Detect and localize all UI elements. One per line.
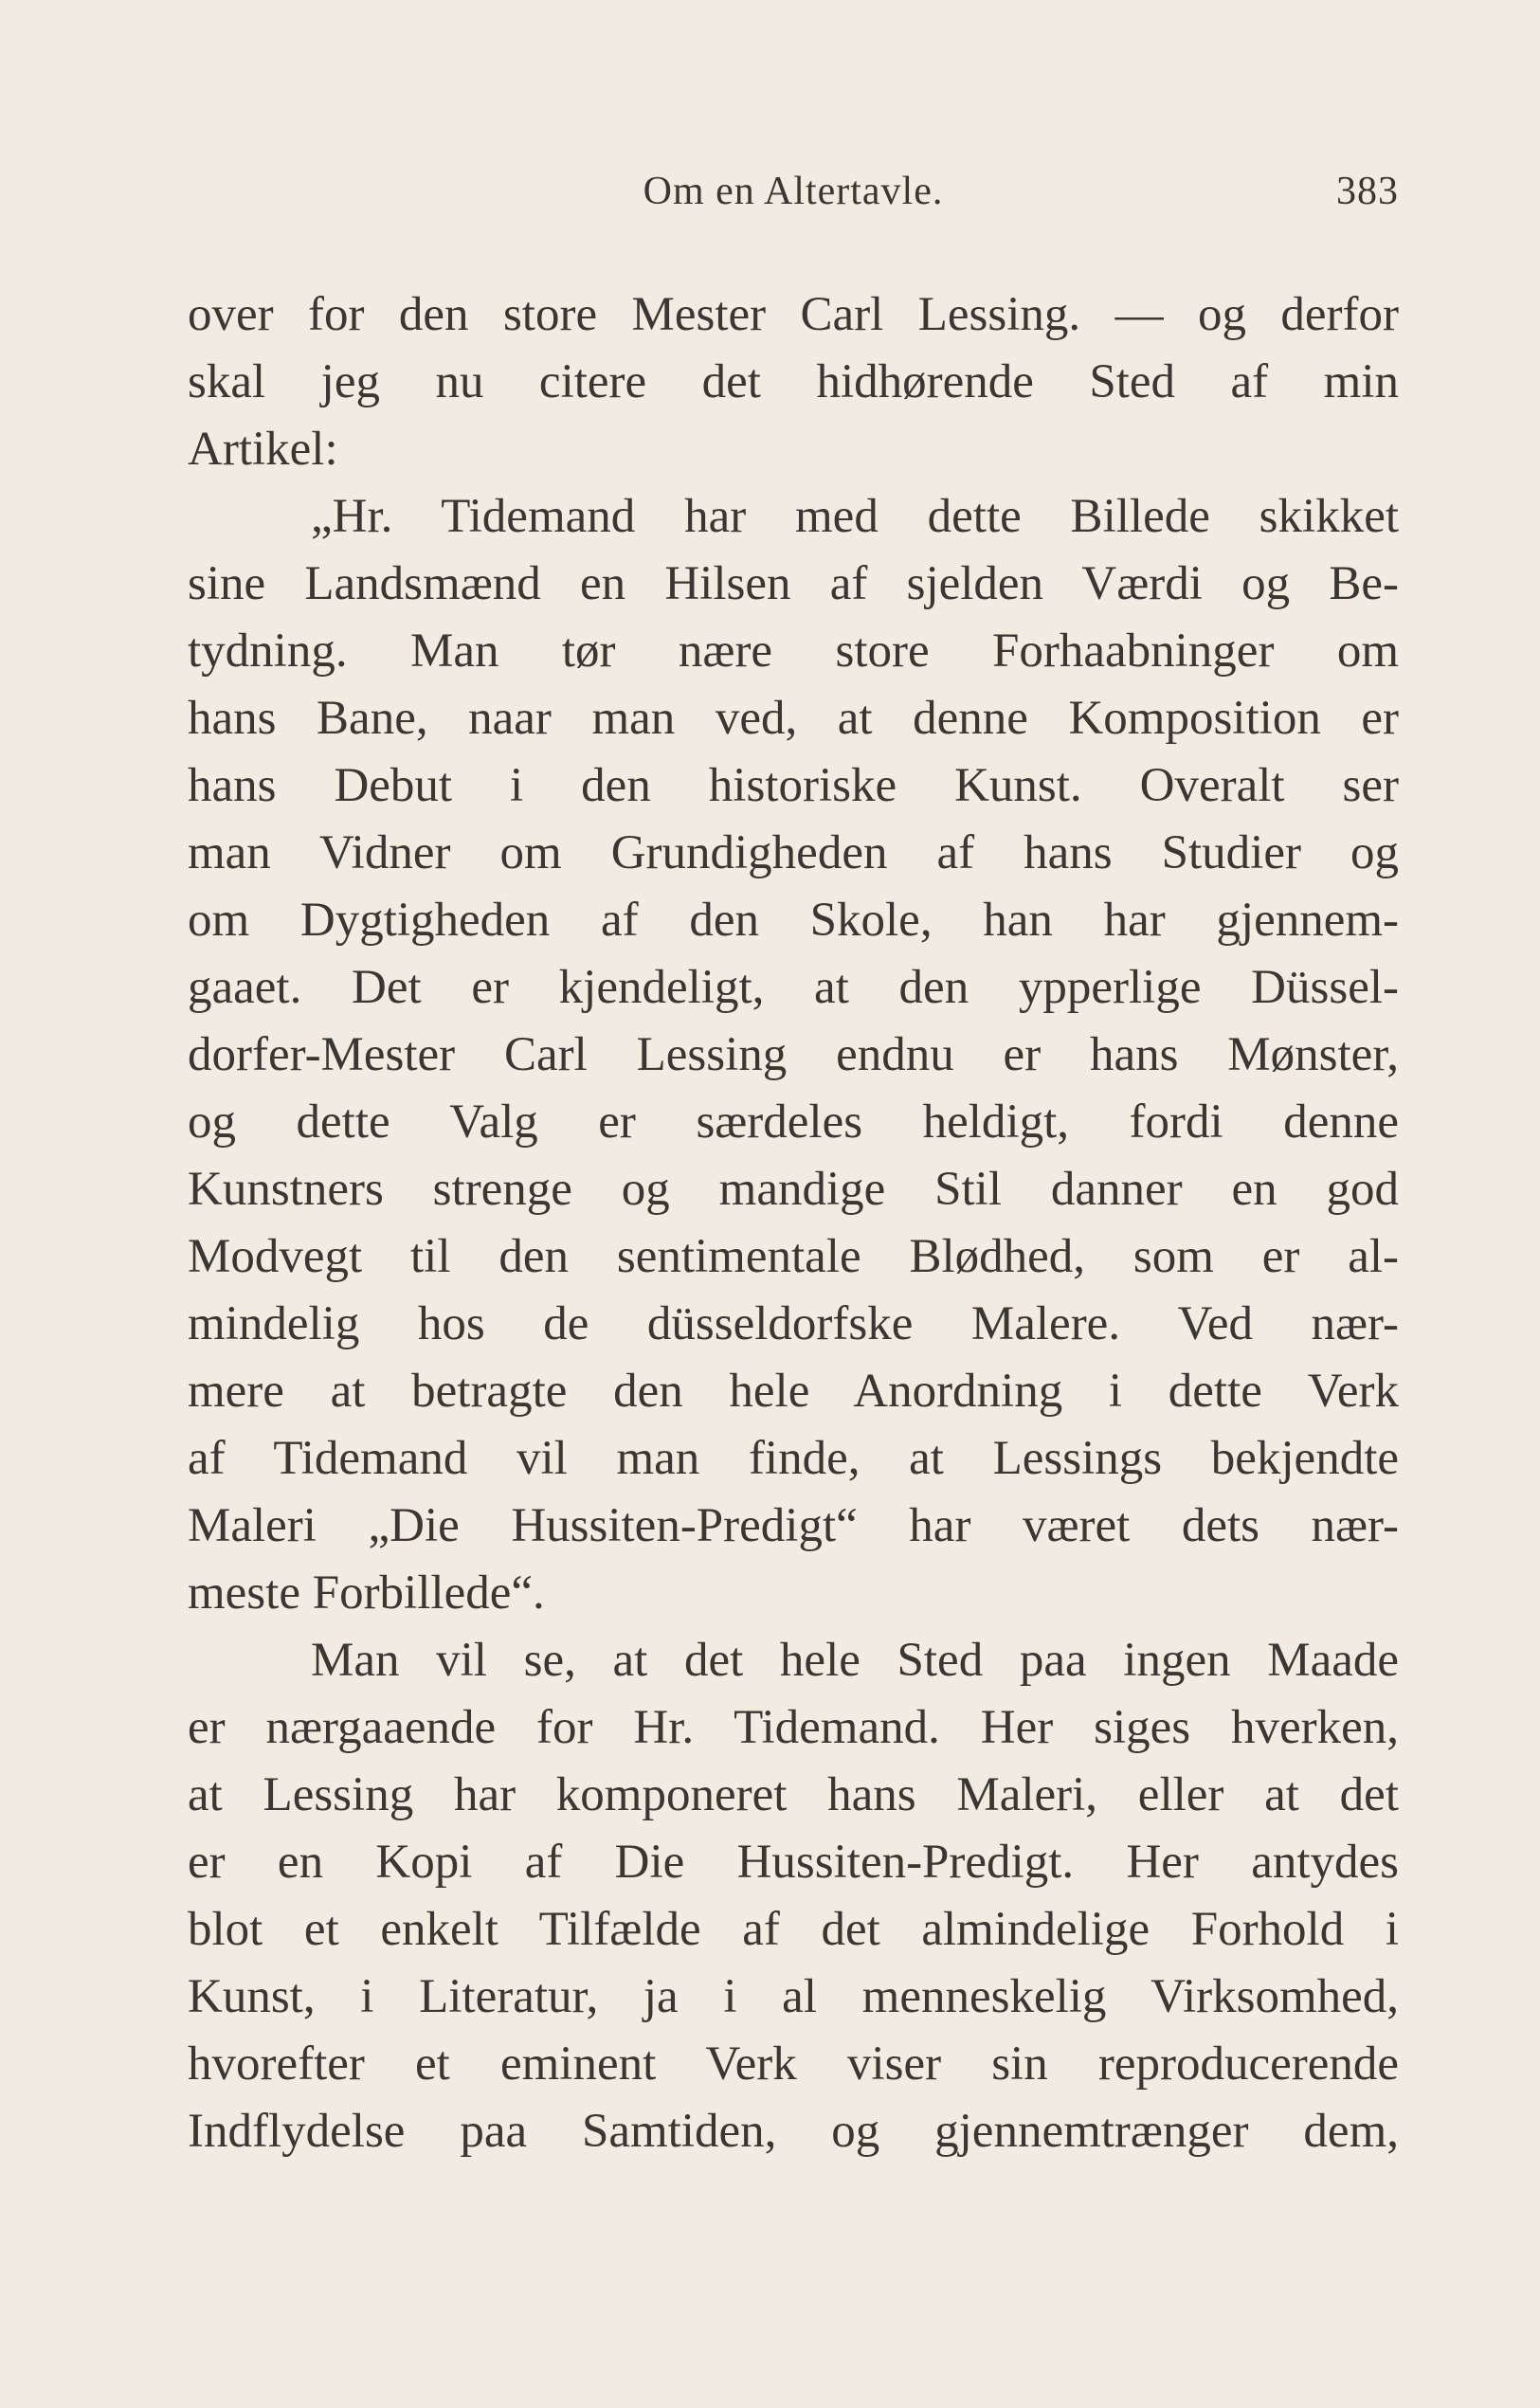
text-line: over for den store Mester Carl Lessing. — og derfor: [188, 288, 1399, 341]
body-text: [188, 281, 1399, 2165]
text-line: hans Bane, naar man ved, at denne Komposition er: [188, 692, 1399, 745]
text-line: gaaet. Det er kjendeligt, at den ypperlige Düssel-: [188, 961, 1399, 1014]
text-line: sine Landsmænd en Hilsen af sjelden Værdi og Be-: [188, 557, 1399, 610]
text-line: hans Debut i den historiske Kunst. Overalt ser: [188, 759, 1399, 812]
page-number: 383: [1336, 170, 1399, 213]
text-line: mindelig hos de düsseldorfske Malere. Ved nær-: [188, 1297, 1399, 1350]
text-line: at Lessing har komponeret hans Maleri, eller at det: [188, 1768, 1399, 1821]
text-line: af Tidemand vil man finde, at Lessings bekjendte: [188, 1432, 1399, 1485]
text-line: er nærgaaende for Hr. Tidemand. Her siges hverken,: [188, 1701, 1399, 1754]
text-line: tydning. Man tør nære store Forhaabninger om: [188, 625, 1399, 678]
running-title: Om en Altertavle.: [643, 170, 944, 213]
text-line: hvorefter et eminent Verk viser sin reproducerende: [188, 2037, 1399, 2091]
text-line: Man vil se, at det hele Sted paa ingen Maade: [311, 1634, 1399, 1687]
text-line: skal jeg nu citere det hidhørende Sted af min: [188, 355, 1399, 408]
text-line: er en Kopi af Die Hussiten-Predigt. Her antydes: [188, 1836, 1399, 1889]
text-line: man Vidner om Grundigheden af hans Studier og: [188, 826, 1399, 879]
text-line: Kunst, i Literatur, ja i al menneskelig Virksomhed,: [188, 1970, 1399, 2023]
text-line: „Hr. Tidemand har med dette Billede skikket: [311, 490, 1399, 543]
text-line: Maleri „Die Hussiten-Predigt“ har været dets nær-: [188, 1499, 1399, 1552]
text-line: meste Forbillede“.: [188, 1566, 545, 1620]
page-header: [188, 169, 1399, 222]
text-line: Kunstners strenge og mandige Stil danner en god: [188, 1163, 1399, 1216]
text-line: Modvegt til den sentimentale Blødhed, som er al-: [188, 1230, 1399, 1283]
text-line: dorfer-Mester Carl Lessing endnu er hans Mønster,: [188, 1028, 1399, 1081]
text-line: om Dygtigheden af den Skole, han har gjennem-: [188, 894, 1399, 947]
text-line: blot et enkelt Tilfælde af det almindelige Forhold i: [188, 1903, 1399, 1956]
text-line: Indflydelse paa Samtiden, og gjennemtrænger dem,: [188, 2105, 1399, 2158]
text-line: mere at betragte den hele Anordning i dette Verk: [188, 1365, 1399, 1418]
text-line: og dette Valg er særdeles heldigt, fordi denne: [188, 1095, 1399, 1149]
text-line: Artikel:: [188, 423, 338, 476]
